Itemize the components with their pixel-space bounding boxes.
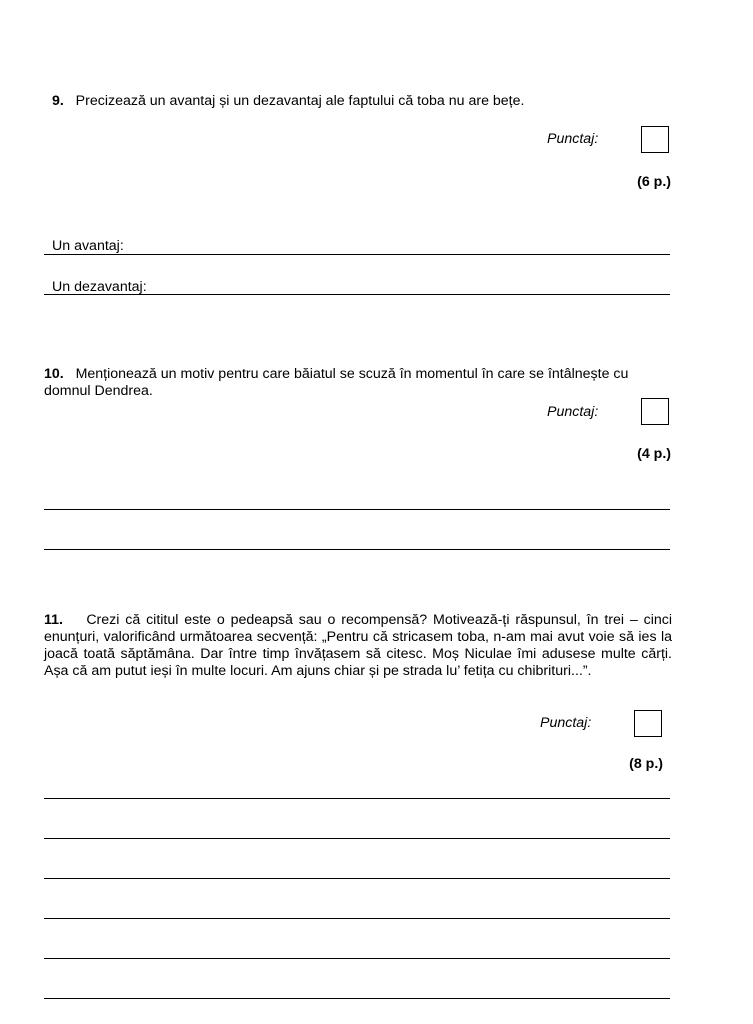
question-10-text — [44, 366, 672, 400]
question-11-points: (8 p.) — [629, 756, 663, 772]
question-11-score-box[interactable] — [634, 710, 662, 737]
question-10-score-box[interactable] — [641, 398, 669, 425]
question-9-score-box[interactable] — [641, 126, 669, 153]
question-9-score-label: Punctaj: — [547, 131, 599, 147]
question-9-advantage-line[interactable] — [44, 254, 670, 255]
question-9-prompt: Precizează un avantaj și un dezavantaj ale faptului că toba nu are bețe. — [75, 93, 525, 109]
question-11-answer-line[interactable] — [44, 918, 670, 919]
question-9-text — [52, 93, 672, 110]
question-9-advantage-label: Un avantaj: — [52, 238, 124, 254]
question-11-answer-line[interactable] — [44, 838, 670, 839]
question-10-score-label: Punctaj: — [547, 404, 599, 420]
question-11-number: 11. — [44, 612, 63, 628]
question-9-disadvantage-line[interactable] — [44, 294, 670, 295]
question-11-answer-line[interactable] — [44, 998, 670, 999]
question-10-prompt: Menționează un motiv pentru care băiatul se scuză în momentul în care se întâlnește cu domnul Dendrea. — [44, 366, 629, 399]
question-11-answer-line[interactable] — [44, 878, 670, 879]
question-10-points: (4 p.) — [637, 446, 671, 462]
question-9-points: (6 p.) — [637, 174, 671, 190]
question-9-disadvantage-label: Un dezavantaj: — [52, 279, 147, 295]
question-11-prompt: Crezi că cititul este o pedeapsă sau o recompensă? Motivează-ți răspunsul, în trei – cinci enunțuri, valorificând următoarea secvență: „Pentru că stricasem toba, n-am mai avut voie să ies la joacă toată săptămâna. Dar între timp învățasem să citesc. Moș Niculae îmi adusese multe cărți. Așa că am putut ieși în multe locuri. Am ajuns chiar și pe strada lu’ fetița cu chibrituri...”. — [44, 612, 672, 679]
question-11-answer-line[interactable] — [44, 798, 670, 799]
question-11-answer-line[interactable] — [44, 958, 670, 959]
question-10-number: 10. — [44, 366, 64, 382]
question-10-answer-line[interactable] — [44, 509, 670, 510]
question-11-score-label: Punctaj: — [540, 715, 592, 731]
question-10-answer-line[interactable] — [44, 549, 670, 550]
question-11-text — [44, 612, 672, 680]
question-9-number: 9. — [52, 93, 64, 109]
